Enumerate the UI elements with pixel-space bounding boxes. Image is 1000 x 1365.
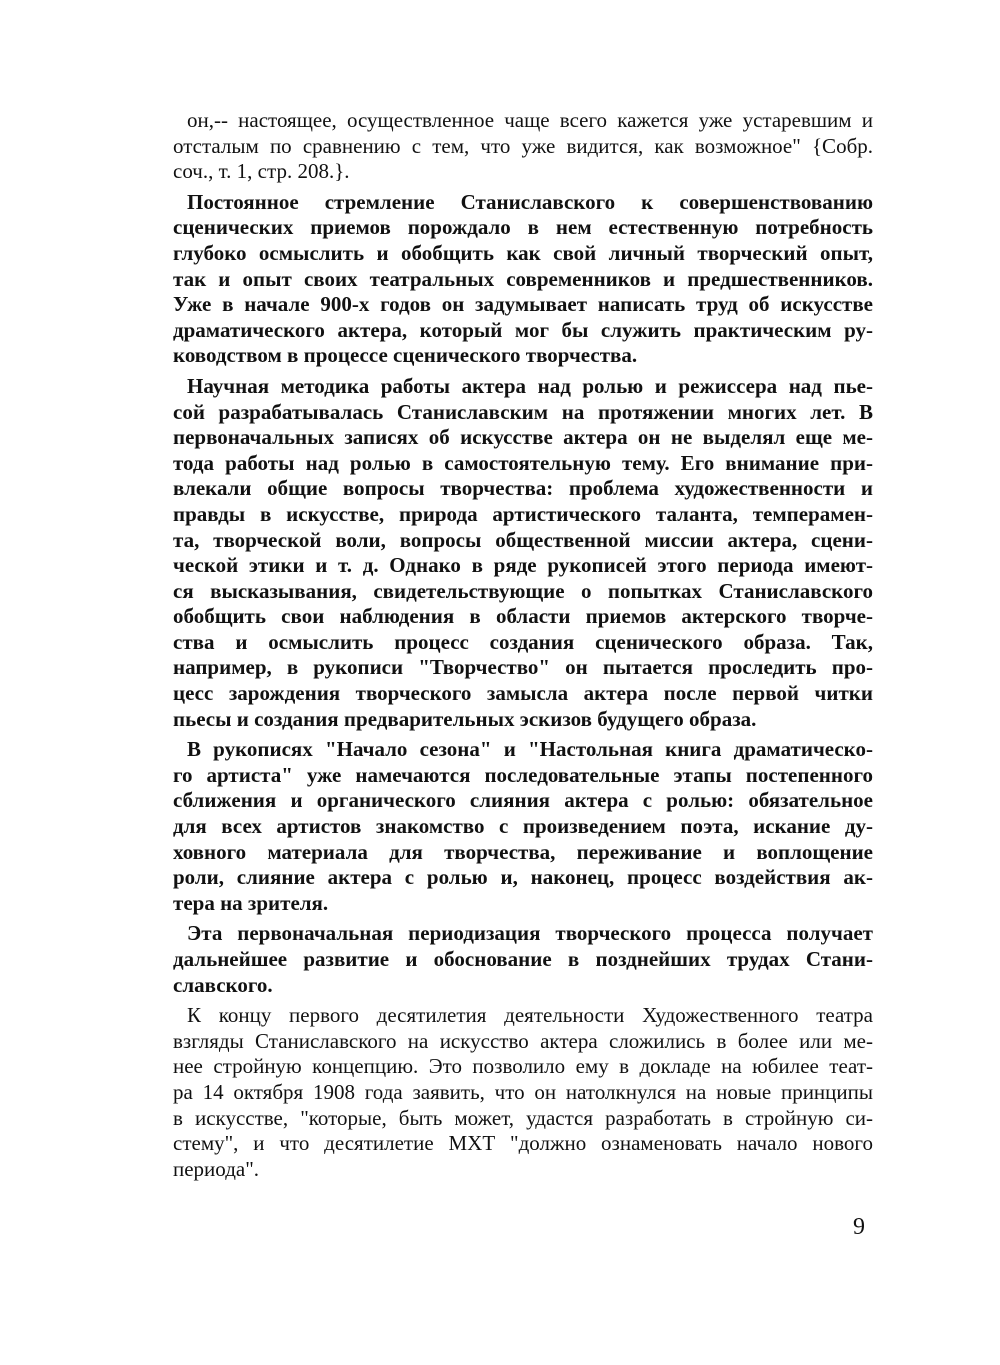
- text-line: та, творческой воли, вопросы общественной миссии актера, сцени-: [173, 527, 873, 552]
- text-line: цесс зарождения творческого замысла актера после первой читки: [173, 681, 873, 706]
- text-line: стему", и что десятилетие МХТ "должно ознаменовать начало нового: [173, 1131, 873, 1156]
- paragraph: [173, 1003, 873, 1182]
- text-line: сой разрабатывалась Станиславским на протяжении многих лет. В: [173, 399, 873, 424]
- text-line: ства и осмыслить процесс создания сценического образа. Так,: [173, 629, 873, 654]
- text-line: Постоянное стремление Станиславского к совершенствованию: [187, 189, 873, 214]
- text-line: правды в искусстве, природа артистического таланта, темперамен-: [173, 501, 873, 526]
- text-line: отсталым по сравнению с тем, что уже видится, как возможное" {Собр.: [173, 133, 873, 158]
- text-line: В рукописях "Начало сезона" и "Настольная книга драматическо-: [187, 737, 873, 762]
- text-line: пьесы и создания предварительных эскизов будущего образа.: [173, 706, 757, 731]
- text-line: взгляды Станиславского на искусство актера сложились в более или ме-: [173, 1028, 873, 1053]
- text-line: ра 14 октября 1908 года заявить, что он натолкнулся на новые принципы: [173, 1079, 873, 1104]
- paragraph: [173, 108, 873, 185]
- text-line: он,-- настоящее, осуществленное чаще всего кажется уже устаревшим и: [187, 108, 873, 132]
- body-text: [173, 108, 873, 1187]
- text-line: го артиста" уже намечаются последовательные этапы постепенного: [173, 762, 873, 787]
- text-line: в искусстве, "которые, быть может, удастся разработать в стройную си-: [173, 1105, 873, 1130]
- text-line: тода работы над ролью в самостоятельную тему. Его внимание при-: [173, 450, 873, 475]
- text-line: первоначальных записях об искусстве актера он не выделял еще ме-: [173, 425, 873, 450]
- text-line: сближения и органического слияния актера с ролью: обязательное: [173, 788, 873, 813]
- text-line: К концу первого десятилетия деятельности Художественного театра: [187, 1003, 873, 1028]
- text-line: роли, слияние актера с ролью и, наконец, процесс воздействия ак-: [173, 865, 873, 890]
- text-line: глубоко осмыслить и обобщить как свой личный творческий опыт,: [173, 240, 873, 265]
- paragraph: [173, 921, 873, 998]
- text-line: драматического актера, который мог бы служить практическим ру-: [173, 317, 873, 342]
- text-line: для всех артистов знакомство с произведением поэта, искание ду-: [173, 814, 873, 839]
- text-line: например, в рукописи "Творчество" он пытается проследить про-: [173, 655, 873, 680]
- text-line: дальнейшее развитие и обоснование в позднейших трудах Стани-: [173, 947, 873, 971]
- text-line: периода".: [173, 1156, 260, 1181]
- text-line: обобщить свои наблюдения в области приемов актерского творче-: [173, 604, 873, 629]
- text-line: ческой этики и т. д. Однако в ряде рукописей этого периода имеют-: [173, 553, 873, 578]
- paragraph: [173, 374, 873, 732]
- paragraph: [173, 190, 873, 369]
- text-line: Эта первоначальная периодизация творческого процесса получает: [187, 921, 873, 946]
- text-line: нее стройную концепцию. Это позволило ему в докладе на юбилее теат-: [173, 1054, 873, 1079]
- text-line: так и опыт своих театральных современников и предшественников.: [173, 266, 873, 291]
- text-line: тера на зрителя.: [173, 890, 329, 915]
- text-line: Уже в начале 900-х годов он задумывает написать труд об искусстве: [173, 292, 873, 317]
- text-line: сценических приемов порождало в нем естественную потребность: [173, 215, 873, 240]
- paragraph: [173, 737, 873, 916]
- text-line: ся высказывания, свидетельствующие о попытках Станиславского: [173, 578, 873, 603]
- text-line: влекали общие вопросы творчества: проблема художественности и: [173, 476, 873, 501]
- text-line: ководством в процессе сценического творчества.: [173, 343, 638, 368]
- text-line: Научная методика работы актера над ролью и режиссера над пье-: [187, 373, 873, 398]
- text-line: ховного материала для творчества, переживание и воплощение: [173, 839, 873, 864]
- text-line: славского.: [173, 972, 273, 997]
- page-number: 9: [853, 1214, 865, 1240]
- text-line: соч., т. 1, стр. 208.}.: [173, 159, 350, 184]
